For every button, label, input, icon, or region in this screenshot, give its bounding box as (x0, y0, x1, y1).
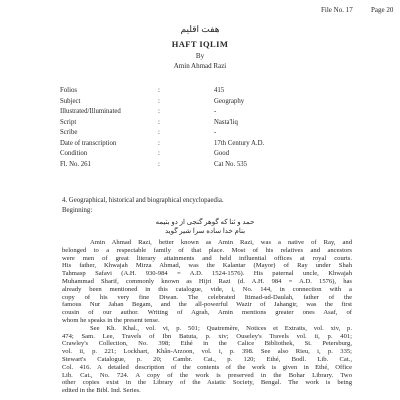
details-separator: : (158, 97, 160, 105)
reference-line: Crawley's Collection, No. 398; Ethé in the Calice Bibliothek, St. Petersburg, (62, 340, 352, 348)
details-separator: : (158, 87, 160, 94)
description-line: Amin Ahmad Razi, better known as Amin Razi, was a native of Ray, and (90, 239, 352, 246)
details-value: - (214, 108, 217, 115)
description-line: Tahmasp Safavi (A.H. 930-984 = A.D. 1524-1576). His paternal uncle, Khwajah (62, 270, 352, 278)
persian-title: هفت اقلیم (180, 24, 220, 34)
details-separator: : (158, 118, 160, 126)
details-row (60, 128, 360, 139)
entry-summary: 4. Geographical, historical and biographical encyclopaedia. (62, 197, 224, 204)
author-name: Amin Ahmad Razi (173, 62, 227, 70)
reference-line: Lib. Cat., No. 724. A copy of the work is preserved in the Bohar Library. Two (62, 371, 352, 379)
description-text (62, 239, 352, 395)
details-label: Folios (60, 87, 77, 94)
description-line: cousin of our author. Writing of Agrah, Amin mentions greater ones Asaf, of (62, 309, 352, 317)
description-line: copy of his very fine Diwan. The celebrated Itimad-ud-Daulah, father of the (62, 293, 352, 301)
reference-line: 474; Sam. Lee, Travels of Ibn Batuta, p. xiv; Ouseley's Travels vol. ii, p. 401; (62, 332, 352, 340)
details-value: Geography (214, 97, 245, 105)
details-value: 17th Century A.D. (214, 139, 265, 147)
reference-line: other copies exist in the Library of the Asiatic Society, Bengal. The work is being (62, 379, 352, 387)
details-label: Illustrated/Illuminated (60, 108, 121, 115)
description-line: were men of great literary attainments and held influential offices at royal courts. (62, 254, 352, 262)
details-row (60, 118, 360, 129)
details-value: Nasta'liq (214, 118, 238, 126)
details-label: Fl. No. 261 (60, 160, 91, 168)
reference-line: Stewart's Catalogue, p. 20; Cambr. Cat., p. 120; Ethé, Bodl. Lib. Cat., (62, 355, 352, 363)
page-number: Page 20 (371, 6, 394, 14)
details-separator: : (158, 108, 160, 115)
details-row (60, 160, 360, 171)
by-label: By (195, 52, 205, 60)
work-title: HAFT IQLIM (171, 39, 229, 49)
beginning-persian-line: حمد و ثنا که گوهر گنجی از دو بتیمه (155, 218, 255, 226)
details-label: Condition (60, 150, 88, 157)
reference-line: edited in the Bibl. Ind. Series. (62, 387, 141, 395)
description-line: already been mentioned in this catalogue, vide, i, No. 144, in connection with a (62, 285, 352, 293)
reference-line: vol. ii, p. 221; Lockhart, Khân-Arzoon, vol. i, p. 398. See also Rieu, i, p. 335; (62, 348, 352, 356)
description-line: whom he speaks in the present tense. (62, 316, 160, 324)
beginning-persian-line: بنام خدا ساده سرا شیر گوید (164, 227, 246, 235)
details-label: Subject (60, 97, 81, 105)
details-row (60, 107, 360, 118)
details-value: 415 (214, 87, 225, 94)
details-separator: : (158, 139, 160, 147)
description-line: famous Nur Jahan Begam, and the all-powerful Wazir of Jahangir, was the first (62, 301, 352, 309)
details-label: Script (60, 118, 77, 126)
details-row (60, 149, 360, 160)
beginning-label: Beginning: (62, 207, 93, 214)
details-table (60, 86, 360, 170)
details-label: Date of transcription (60, 139, 117, 147)
details-row (60, 86, 360, 97)
file-number: File No. 17 (321, 6, 353, 14)
details-value: - (214, 129, 217, 136)
reference-line: See Kh. Khal., vol. vi, p. 501; Quatremère, Notices et Extraits, vol. xiv, p. (90, 324, 352, 332)
details-separator: : (158, 129, 160, 136)
description-line: Muhammad Sharif, commonly known as Hijri Razi (d. A.H. 984 = A.D. 1576), has (62, 277, 352, 285)
details-value: Good (214, 150, 230, 157)
details-separator: : (158, 150, 160, 157)
details-row (60, 139, 360, 150)
details-value: Cat No. 535 (214, 160, 248, 168)
reference-line: Col. 416. A detailed description of the contents of the work is given in Ethé, Office (62, 363, 352, 371)
description-line: belonged to a respectable family of that place. Most of his relatives and ancestors (62, 246, 352, 254)
details-row (60, 97, 360, 108)
details-label: Scribe (60, 129, 78, 136)
description-line: His father, Khwajah Mirza Ahmad, was the Kalantar (Mayor) of Ray under Shah (62, 262, 352, 270)
details-separator: : (158, 160, 160, 168)
